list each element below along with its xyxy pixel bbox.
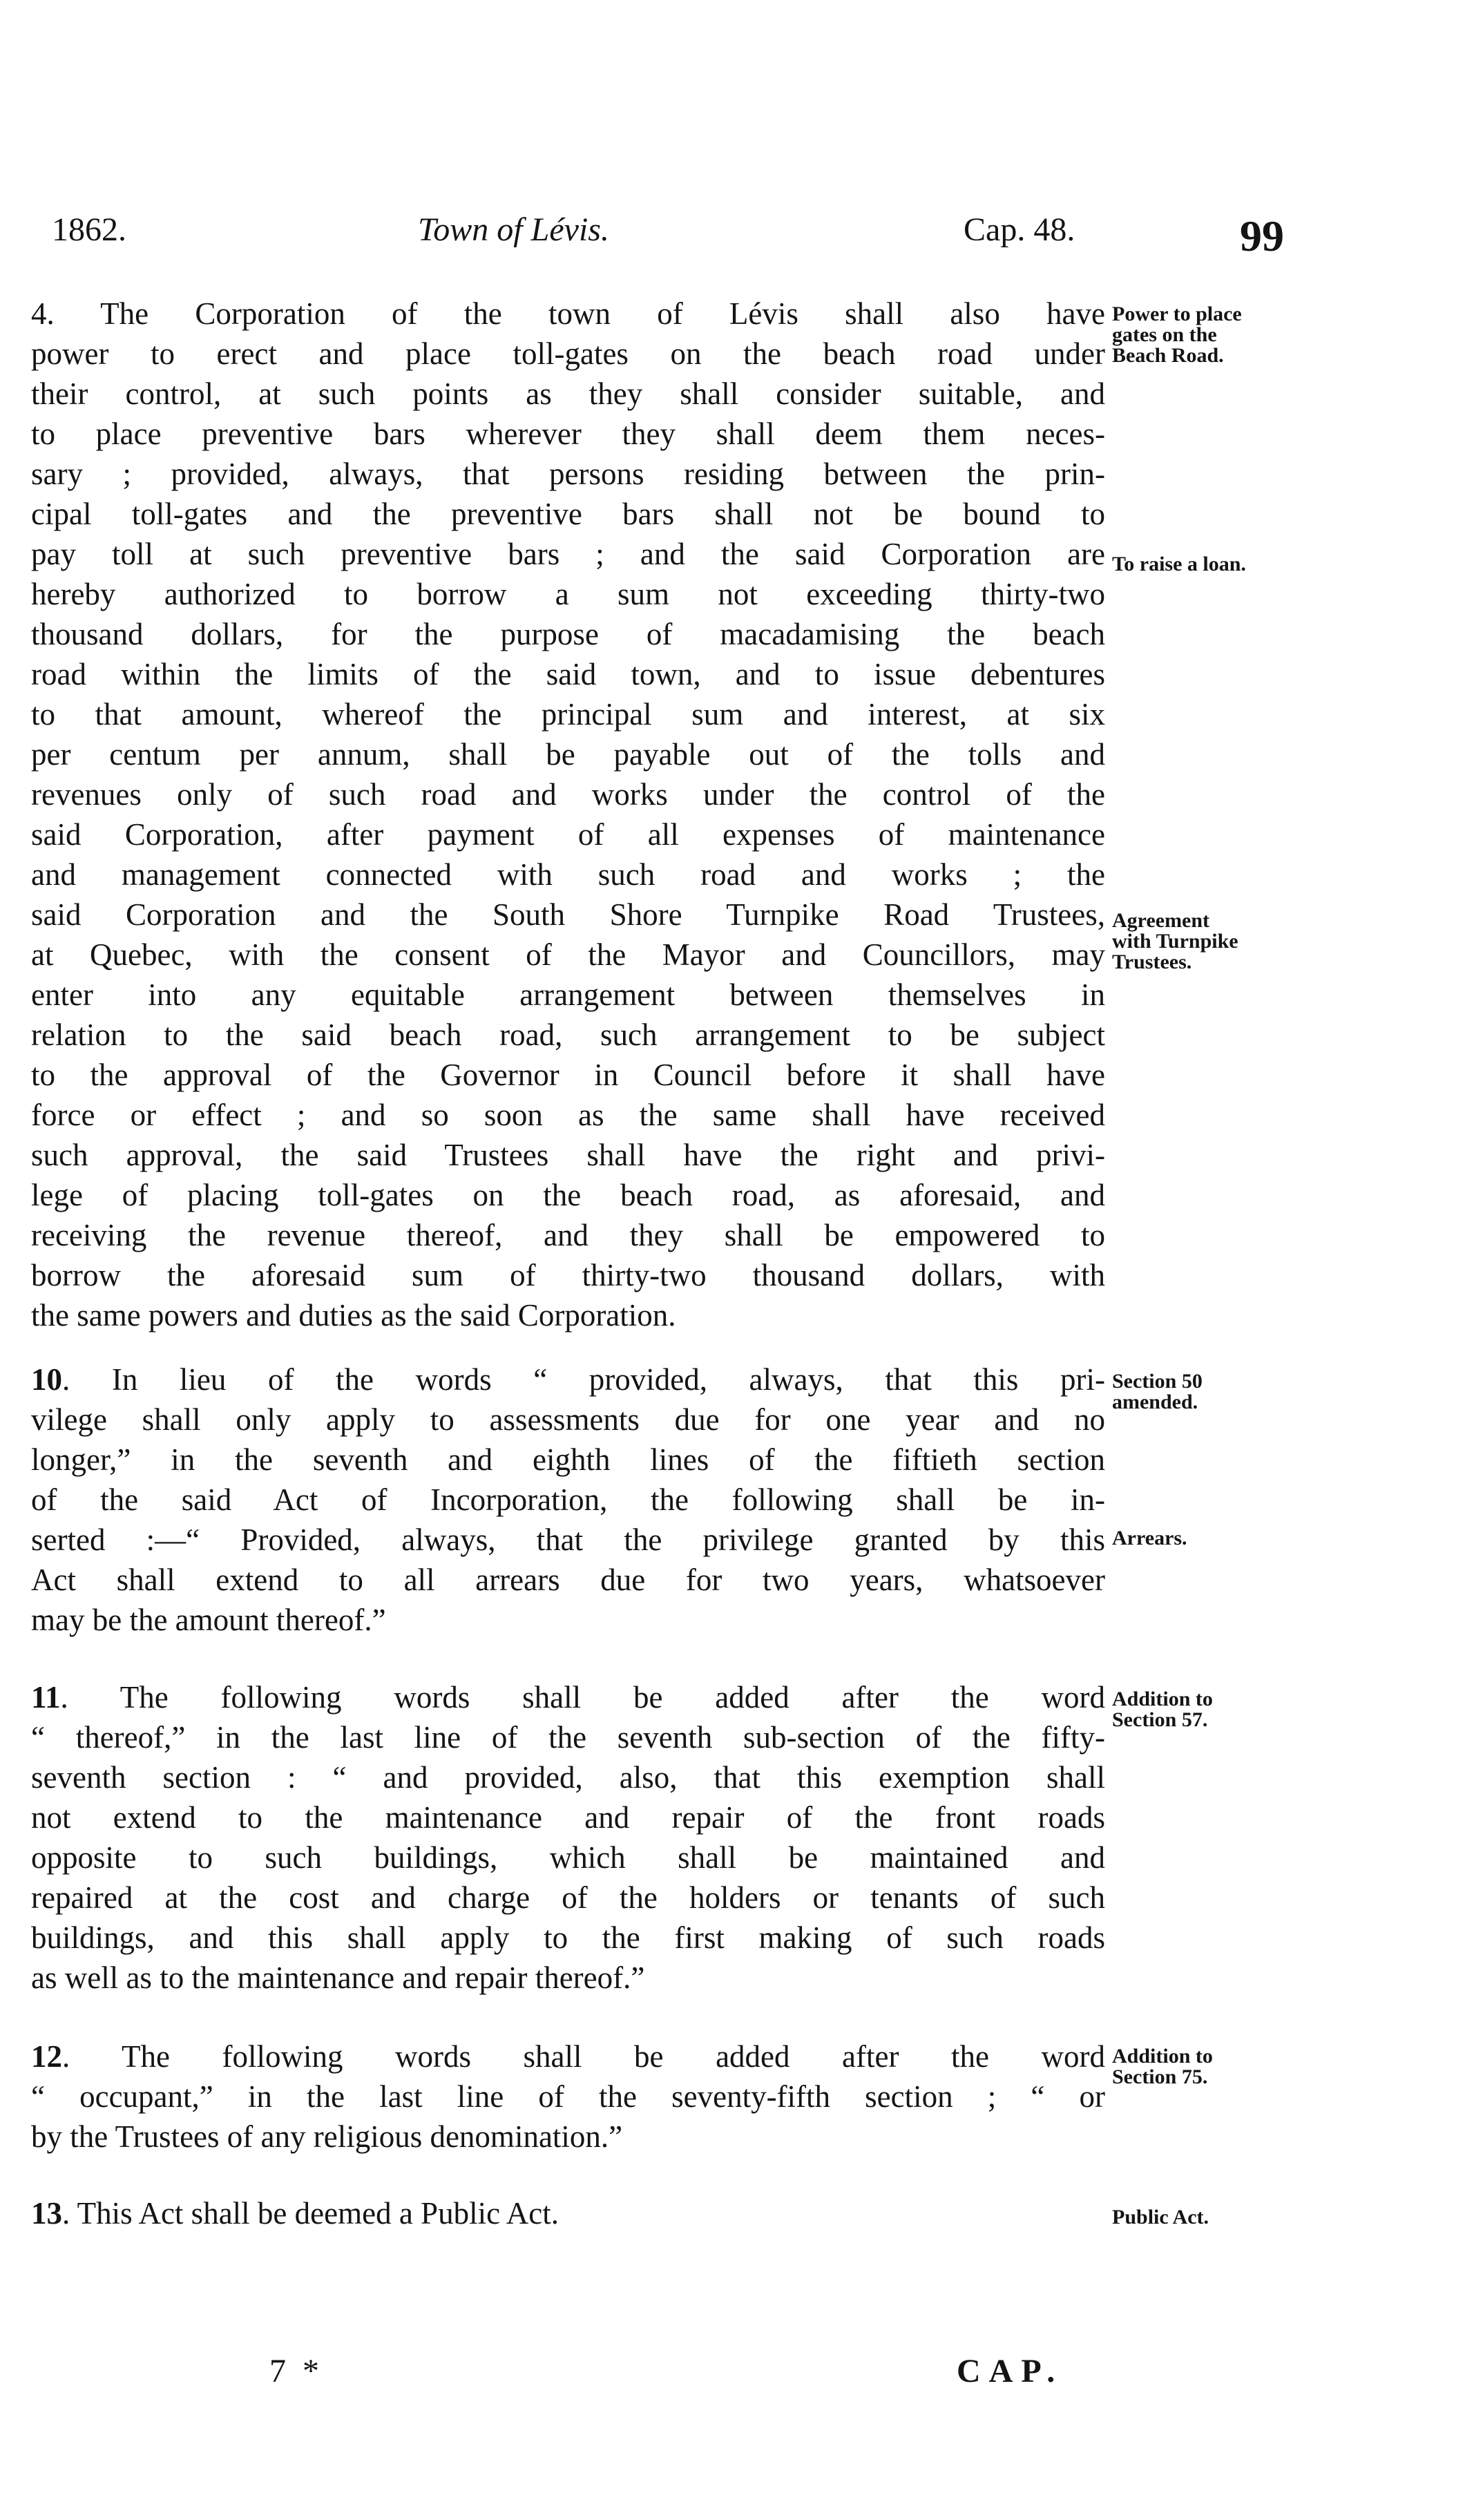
marginal-note xyxy=(1112,1528,1319,1549)
text-line: buildings, and this shall apply to the first making of such roads xyxy=(31,1920,1105,1955)
marginal-note-line: To raise a loan. xyxy=(1112,553,1246,575)
header-year: 1862. xyxy=(52,211,126,248)
text-line: not extend to the maintenance and repair of the front roads xyxy=(31,1800,1105,1835)
marginal-note-line: Beach Road. xyxy=(1112,344,1224,367)
marginal-note xyxy=(1112,554,1319,575)
section-13-paragraph xyxy=(31,2193,1105,2233)
text-line: serted :—“ Provided, always, that the privilege granted by this xyxy=(31,1522,1105,1557)
text-line: to the approval of the Governor in Council before it shall have xyxy=(31,1058,1105,1092)
signature-mark: 7 * xyxy=(269,2353,323,2389)
marginal-note xyxy=(1112,2046,1319,2088)
text-line: receiving the revenue thereof, and they shall be empowered to xyxy=(31,1218,1105,1252)
text-line: revenues only of such road and works under the control of the xyxy=(31,777,1105,812)
text-line: and management connected with such road and works ; the xyxy=(31,857,1105,892)
text-line: cipal toll-gates and the preventive bars shall not be bound to xyxy=(31,497,1105,531)
section-number: 11 xyxy=(31,1680,61,1715)
running-header xyxy=(52,211,1305,266)
section-12-paragraph xyxy=(31,2036,1105,2157)
marginal-note-line: with Turnpike xyxy=(1112,930,1238,953)
marginal-note xyxy=(1112,1371,1319,1413)
page-number: 99 xyxy=(1240,211,1284,260)
text-line: the same powers and duties as the said Corporation. xyxy=(31,1298,676,1333)
marginal-note-line: Section 75. xyxy=(1112,2065,1208,2088)
text-line: said Corporation, after payment of all expenses of maintenance xyxy=(31,817,1105,852)
header-chapter: Cap. 48. xyxy=(964,211,1075,248)
text-line: pay toll at such preventive bars ; and the said Corporation are xyxy=(31,537,1105,571)
text-line: Act shall extend to all arrears due for two years, whatsoever xyxy=(31,1563,1105,1597)
text-line: lege of placing toll-gates on the beach road, as aforesaid, and xyxy=(31,1178,1105,1212)
text-line: may be the amount thereof.” xyxy=(31,1603,386,1637)
section-number: 12 xyxy=(31,2039,62,2074)
catchword: CAP. xyxy=(957,2353,1064,2389)
marginal-note-line: Addition to xyxy=(1112,1688,1213,1710)
text-line: at Quebec, with the consent of the Mayor and Councillors, may xyxy=(31,937,1105,972)
text-line: repaired at the cost and charge of the holders or tenants of such xyxy=(31,1880,1105,1915)
marginal-note-line: Power to place xyxy=(1112,303,1242,325)
marginal-note-line: Addition to xyxy=(1112,2045,1213,2068)
text-line: relation to the said beach road, such arrangement to be subject xyxy=(31,1018,1105,1052)
text-line: by the Trustees of any religious denomination.” xyxy=(31,2119,623,2154)
section-10-paragraph xyxy=(31,1359,1105,1640)
section-11-paragraph xyxy=(31,1677,1105,1998)
text-line: seventh section : “ and provided, also, that this exemption shall xyxy=(31,1760,1105,1795)
text-line: to that amount, whereof the principal sum and interest, at six xyxy=(31,697,1105,732)
text-line xyxy=(31,2193,1105,2233)
text-line: “ thereof,” in the last line of the seventh sub-section of the fifty- xyxy=(31,1720,1105,1755)
header-title: Town of Lévis. xyxy=(418,211,609,248)
text-run: . This Act shall be deemed a Public Act. xyxy=(62,2196,559,2231)
text-line xyxy=(31,1359,1105,1400)
marginal-note xyxy=(1112,910,1319,973)
text-run: . The following words shall be added after the word xyxy=(60,1680,1105,1715)
text-line: such approval, the said Trustees shall have the right and privi- xyxy=(31,1138,1105,1172)
marginal-note-line: Section 57. xyxy=(1112,1708,1208,1731)
text-run: . In lieu of the words “ provided, always, that this pri- xyxy=(62,1362,1105,1397)
text-run: . The following words shall be added after the word xyxy=(62,2039,1105,2074)
text-line: enter into any equitable arrangement between themselves in xyxy=(31,977,1105,1012)
text-line: longer,” in the seventh and eighth lines of the fiftieth section xyxy=(31,1442,1105,1477)
text-line: to place preventive bars wherever they shall deem them neces- xyxy=(31,417,1105,451)
text-line: said Corporation and the South Shore Turnpike Road Trustees, xyxy=(31,897,1105,932)
marginal-note-line: Agreement xyxy=(1112,909,1210,932)
text-line xyxy=(31,2036,1105,2077)
text-line: road within the limits of the said town, and to issue debentures xyxy=(31,657,1105,691)
text-line: force or effect ; and so soon as the same shall have received xyxy=(31,1098,1105,1132)
text-line: hereby authorized to borrow a sum not exceeding thirty-two xyxy=(31,577,1105,611)
text-line: borrow the aforesaid sum of thirty-two thousand dollars, with xyxy=(31,1258,1105,1292)
text-line: as well as to the maintenance and repair thereof.” xyxy=(31,1960,645,1995)
marginal-note-line: Arrears. xyxy=(1112,1527,1187,1549)
text-line: “ occupant,” in the last line of the seventy-fifth section ; “ or xyxy=(31,2079,1105,2114)
text-line: sary ; provided, always, that persons residing between the prin- xyxy=(31,457,1105,491)
section-4-paragraph xyxy=(31,294,1105,1335)
text-line: their control, at such points as they shall consider suitable, and xyxy=(31,376,1105,411)
marginal-note xyxy=(1112,2207,1319,2228)
marginal-note xyxy=(1112,1689,1319,1730)
text-line: opposite to such buildings, which shall be maintained and xyxy=(31,1840,1105,1875)
text-line: of the said Act of Incorporation, the following shall be in- xyxy=(31,1482,1105,1517)
text-line: vilege shall only apply to assessments due for one year and no xyxy=(31,1402,1105,1437)
text-line: per centum per annum, shall be payable out of the tolls and xyxy=(31,737,1105,772)
text-line: 4. The Corporation of the town of Lévis shall also have xyxy=(31,296,1105,331)
marginal-note xyxy=(1112,304,1319,366)
marginal-note-line: Trustees. xyxy=(1112,951,1192,973)
marginal-note-line: gates on the xyxy=(1112,323,1217,346)
marginal-note-line: Section 50 xyxy=(1112,1370,1203,1393)
text-line: power to erect and place toll-gates on the beach road under xyxy=(31,336,1105,371)
text-line xyxy=(31,1677,1105,1717)
text-line: thousand dollars, for the purpose of macadamising the beach xyxy=(31,617,1105,651)
marginal-note-line: amended. xyxy=(1112,1391,1198,1413)
marginal-note-line: Public Act. xyxy=(1112,2206,1209,2228)
section-number: 13 xyxy=(31,2196,62,2231)
section-number: 10 xyxy=(31,1362,62,1397)
